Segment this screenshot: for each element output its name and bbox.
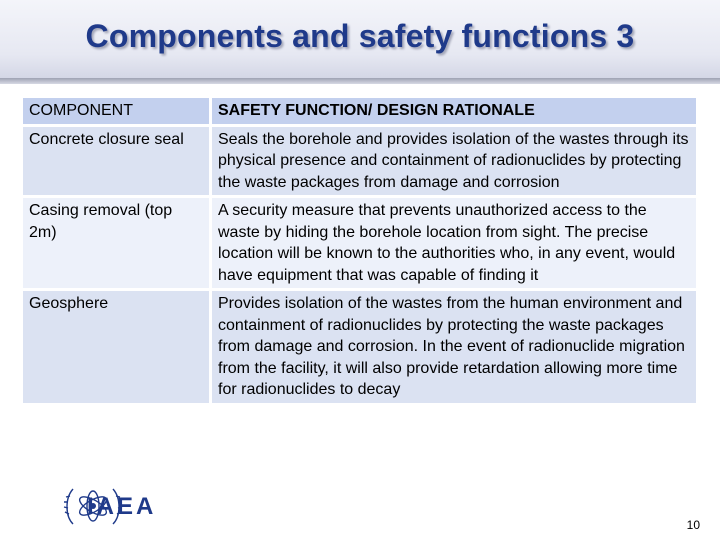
component-cell: Geosphere — [23, 291, 209, 403]
table-row — [23, 198, 696, 288]
iaea-logo-text: IAEA — [87, 493, 157, 520]
column-header-component: COMPONENT — [23, 98, 209, 124]
function-cell: Seals the borehole and provides isolation of the wastes through its physical presence and containment of radionuclides by protecting the waste packages from damage and corrosion — [212, 127, 696, 196]
function-cell: Provides isolation of the wastes from the human environment and containment of radionuclides by protecting the waste packages from damage and corrosion. In the event of radionuclide migration from the facility, it will also provide retardation allowing more time for radionuclides to decay — [212, 291, 696, 403]
component-cell: Casing removal (top 2m) — [23, 198, 209, 288]
function-cell: A security measure that prevents unauthorized access to the waste by hiding the borehole location from sight. The precise location will be known to the authorities who, in any event, would have equipment that was capable of finding it — [212, 198, 696, 288]
component-cell: Concrete closure seal — [23, 127, 209, 196]
table-header-row — [23, 98, 696, 124]
column-header-safety-function: SAFETY FUNCTION/ DESIGN RATIONALE — [212, 98, 696, 124]
table-row — [23, 127, 696, 196]
slide-title: Components and safety functions 3 — [85, 18, 635, 54]
safety-functions-table — [20, 95, 699, 406]
table-row — [23, 291, 696, 403]
page-number: 10 — [686, 518, 700, 532]
title-divider — [0, 78, 720, 84]
